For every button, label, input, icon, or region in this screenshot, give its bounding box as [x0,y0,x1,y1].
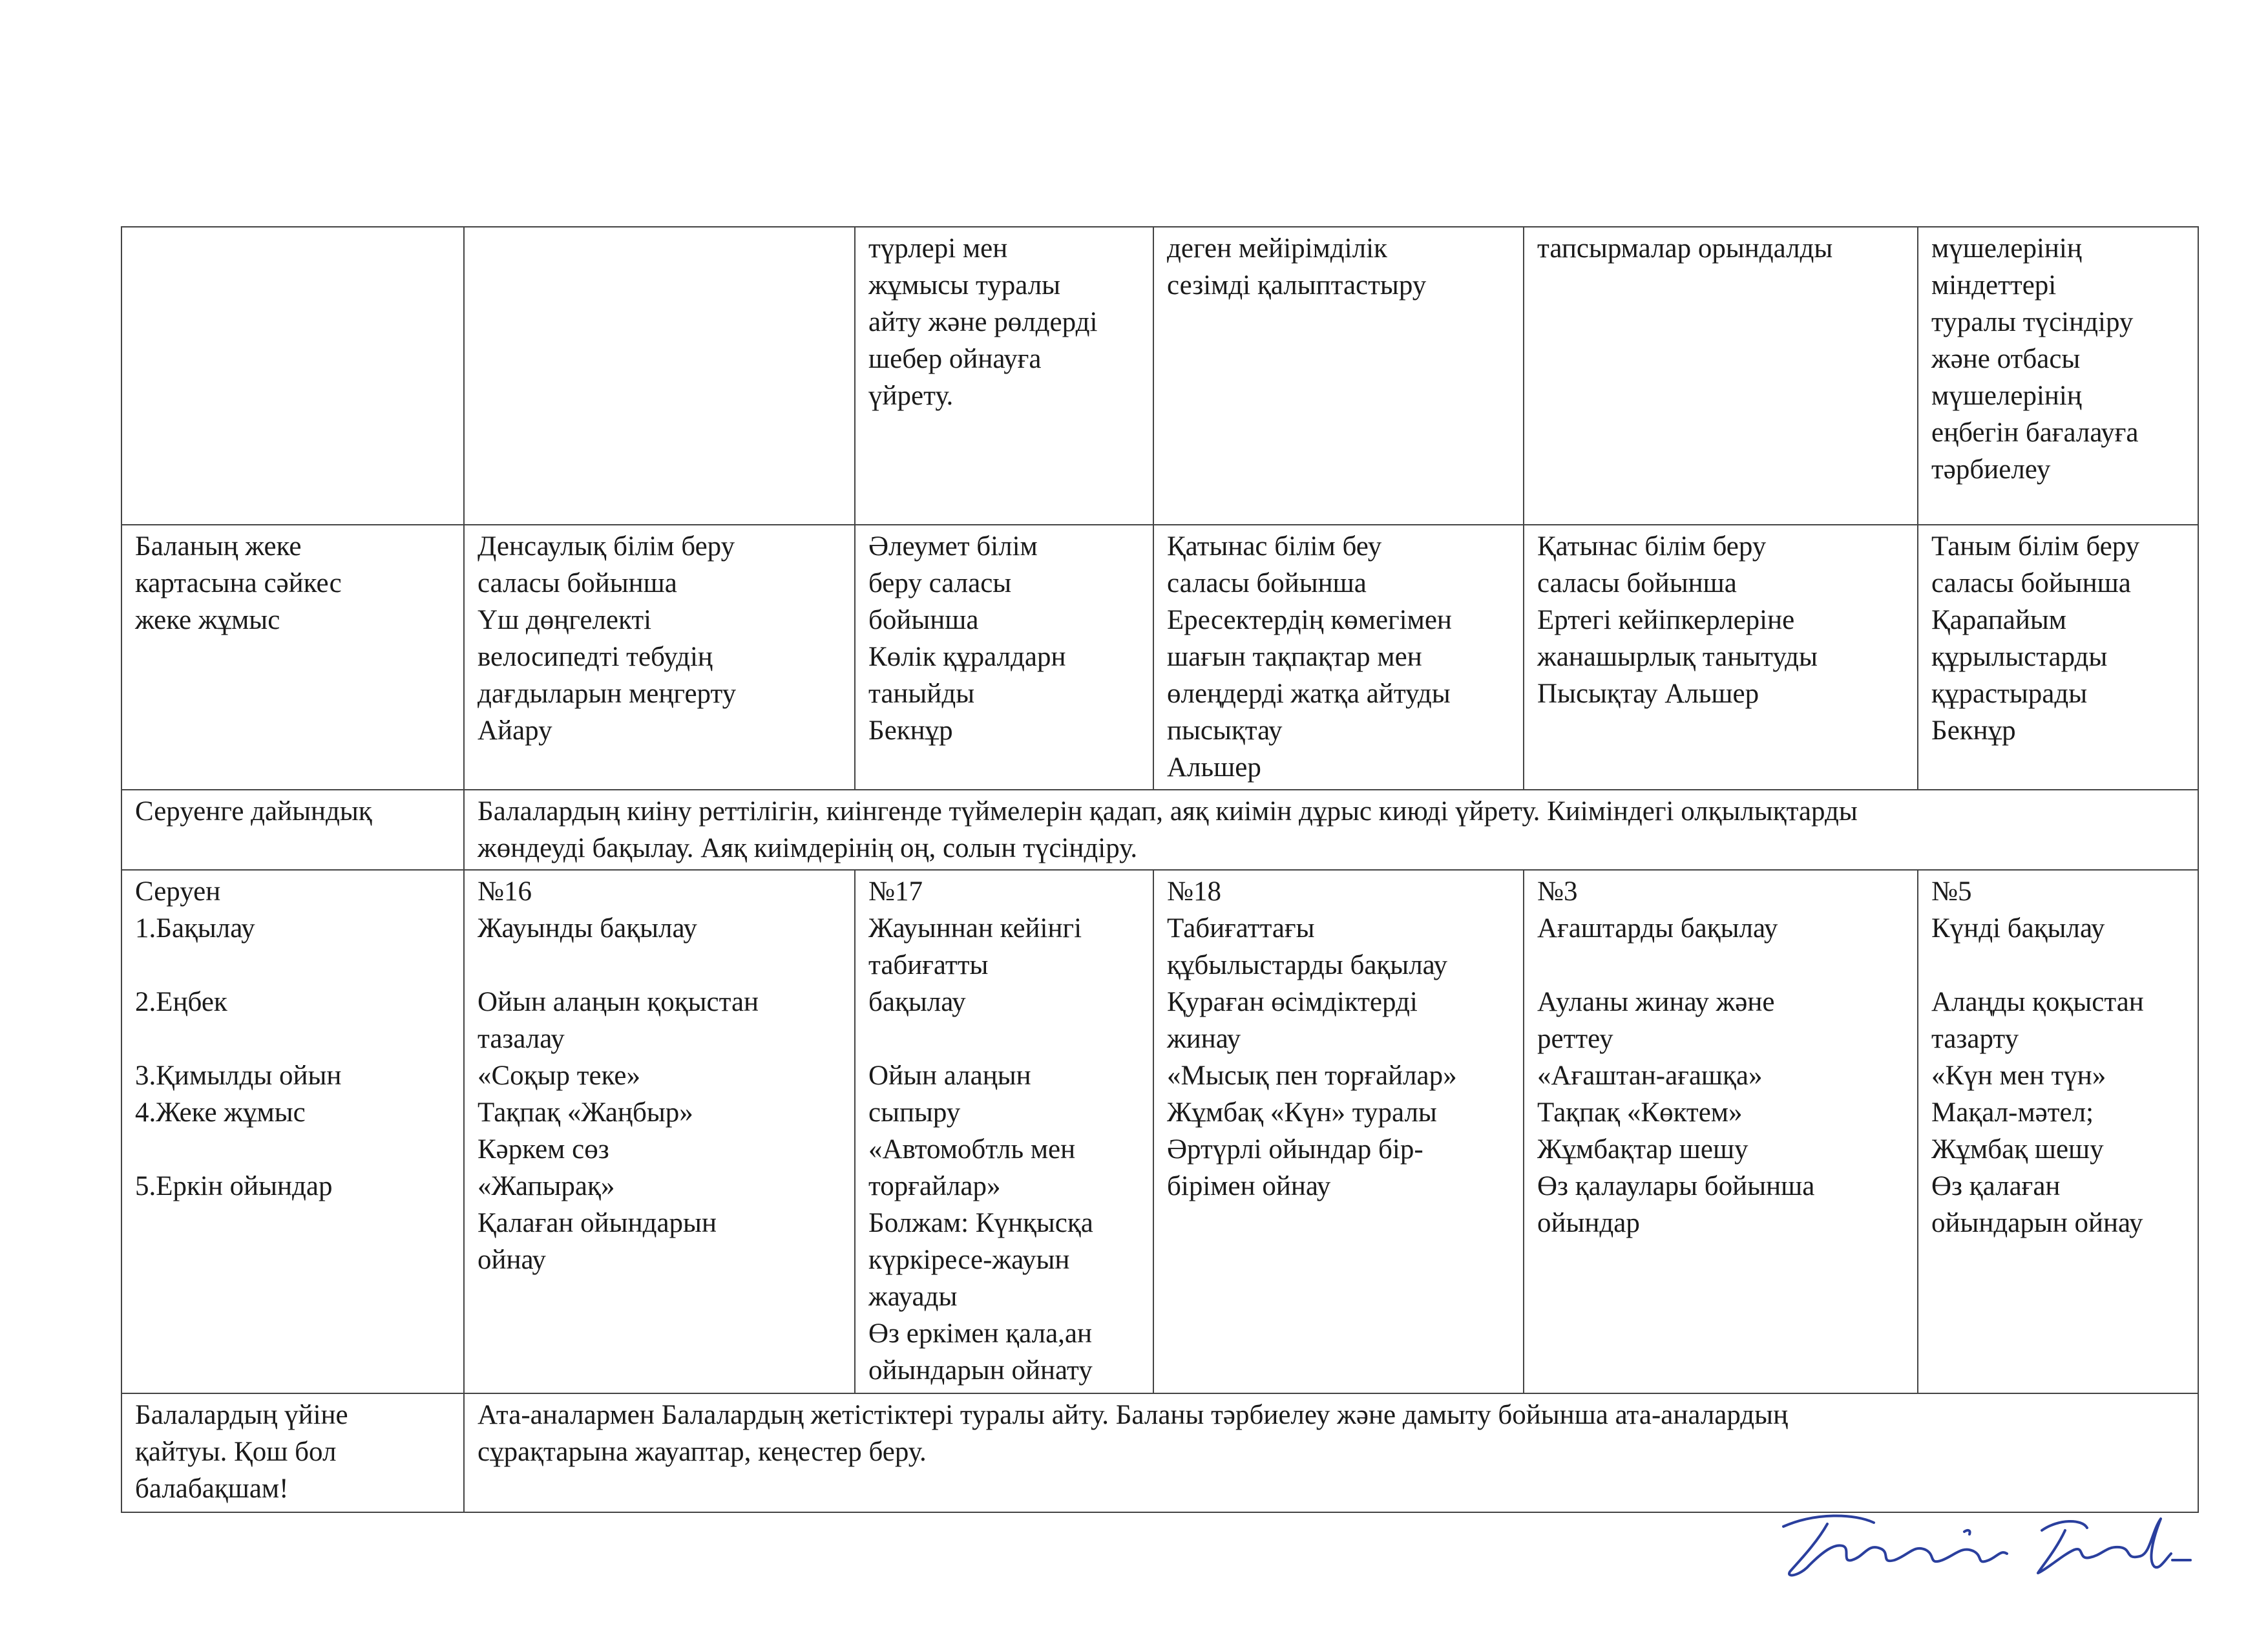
table-cell: №17 Жауыннан кейінгі табиғатты бақылау Ойын алаңын сыпыру «Автомобтль мен торғайлар» Болжам: Күнқысқа күркіресе-жауын жауады Өз еркімен қала,ан ойындарын ойнату [855,870,1153,1393]
table-cell: түрлері мен жұмысы туралы айту және рөлдерді шебер ойнауға үйрету. [855,227,1153,525]
table-cell: Қатынас білім беу саласы бойынша Ересектердің көмегімен шағын тақпақтар мен өлеңдерді жатқа айтуды пысықтау Альшер [1153,525,1524,790]
table-cell: Денсаулық білім беру саласы бойынша Үш дөңгелекті велосипедті тебудің дағдыларын меңгерту Айару [464,525,855,790]
row-label: Баланың жеке картасына сәйкес жеке жұмыс [121,525,464,790]
table-row [121,870,2198,1393]
table-cell: №5 Күнді бақылау Алаңды қоқыстан тазарту «Күн мен түн» Мақал-мәтел; Жұмбақ шешу Өз қалаған ойындарын ойнау [1918,870,2198,1393]
signature-handwriting [1770,1493,2197,1590]
merged-cell: Ата-аналармен Балалардың жетістіктері туралы айту. Баланы тәрбиелеу және дамыту бойынша ата-аналардың сұрақтарына жауаптар, кеңестер беру. [464,1393,2198,1512]
row-label: Серуен 1.Бақылау 2.Еңбек 3.Қимылды ойын 4.Жеке жұмыс 5.Еркін ойындар [121,870,464,1393]
table-cell: №16 Жауынды бақылау Ойын алаңын қоқыстан тазалау «Соқыр теке» Тақпақ «Жаңбыр» Кәркем сөз «Жапырақ» Қалаған ойындарын ойнау [464,870,855,1393]
table-cell [464,227,855,525]
row-label: Балалардың үйіне қайтуы. Қош бол балабақшам! [121,1393,464,1512]
table-cell: мүшелерінің міндеттері туралы түсіндіру және отбасы мүшелерінің еңбегін бағалауға тәрбиелеу [1918,227,2198,525]
table-row [121,227,2198,525]
row-label: Серуенге дайындық [121,790,464,870]
table-row [121,525,2198,790]
table-cell: тапсырмалар орындалды [1524,227,1918,525]
table-cell: деген мейірімділік сезімді қалыптастыру [1153,227,1524,525]
schedule-table [121,226,2199,1513]
table-cell: Әлеумет білім беру саласы бойынша Көлік құралдарн таныйды Бекнұр [855,525,1153,790]
table-row [121,790,2198,870]
row-label [121,227,464,525]
table-cell: Таным білім беру саласы бойынша Қарапайым құрылыстарды құрастырады Бекнұр [1918,525,2198,790]
table-cell: №3 Ағаштарды бақылау Ауланы жинау және реттеу «Ағаштан-ағашқа» Тақпақ «Көктем» Жұмбақтар шешу Өз қалаулары бойынша ойындар [1524,870,1918,1393]
table-cell: №18 Табиғаттағы құбылыстарды бақылау Қураған өсімдіктерді жинау «Мысық пен торғайлар» Жұмбақ «Күн» туралы Әртүрлі ойындар бір- бірімен ойнау [1153,870,1524,1393]
merged-cell: Балалардың киіну реттілігін, киінгенде түймелерін қадап, аяқ киімін дұрыс киюді үйрету. Киіміндегі олқылықтарды жөндеуді бақылау. Аяқ киімдерінің оң, солын түсіндіру. [464,790,2198,870]
table-cell: Қатынас білім беру саласы бойынша Ертегі кейіпкерлеріне жанашырлық танытуды Пысықтау Альшер [1524,525,1918,790]
